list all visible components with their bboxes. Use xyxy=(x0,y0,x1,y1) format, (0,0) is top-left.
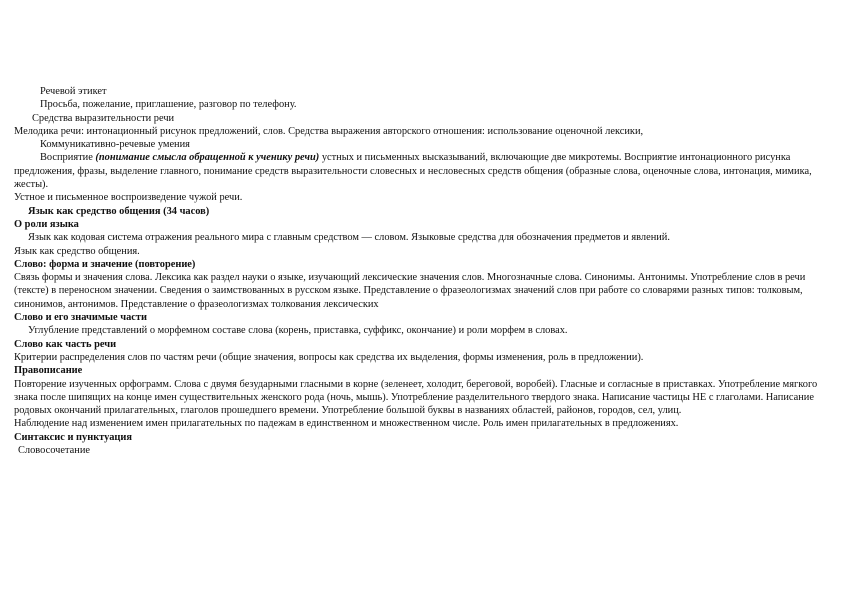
text-perception-start: Восприятие xyxy=(40,152,96,164)
text-speech-melody: Мелодика речи: интонационный рисунок предложений, слов. Средства выражения авторского отношения: использование оценочной лексики, xyxy=(14,125,644,137)
heading-word-parts: Слово и его значимые части xyxy=(14,312,147,324)
heading-spelling: Правописание xyxy=(14,365,83,377)
heading-role-of-language: О роли языка xyxy=(14,218,79,230)
heading-word-form-meaning: Слово: форма и значение (повторение) xyxy=(14,258,196,270)
text-perception-emphasis: (понимание смысла обращенной к ученику речи) xyxy=(95,152,320,164)
heading-part-of-speech: Слово как часть речи xyxy=(14,338,117,350)
paragraph-perception xyxy=(14,151,830,191)
text-adjectives: Наблюдение над изменением имен прилагательных по падежам в единственном и множественном числе. Роль имен прилагательных в предложениях. xyxy=(14,418,679,430)
heading-language-communication: Язык как средство общения (34 часов) xyxy=(28,205,210,217)
text-communication-skills: Коммуникативно-речевые умения xyxy=(40,139,190,151)
text-oral-written: Устное и письменное воспроизведение чужой речи. xyxy=(14,192,243,204)
text-criteria: Критерии распределения слов по частям речи (общие значения, вопросы как средства их выделения, формы изменения, роль в предложении). xyxy=(14,351,644,363)
text-morpheme: Углубление представлений о морфемном составе слова (корень, приставка, суффикс, окончание) и роли морфем в словах. xyxy=(28,325,568,337)
text-speech-etiquette: Речевой этикет xyxy=(40,86,107,97)
text-perception-rest: устных и письменных высказываний, включающие две микротемы. Восприятие интонационного рисунка предложения, фразы, выделение главного, понимание средств выразительности словесных и несловесных средств общения (образные слова, оценочные слова, интонация, мимика, жесты). xyxy=(14,152,812,191)
text-form-meaning: Связь формы и значения слова. Лексика как раздел науки о языке, изучающий лексические значения слов. Многозначные слова. Синонимы. Антонимы. Употребление слов в речи (тексте) в переносном значении. Сведения о заимствованных в русском языке. Представление о фразеологизмах значений слов при работе со словарями разных типов: толковым, синонимов, антонимов. Представление о фразеологизмах толкования лексических xyxy=(14,272,806,310)
heading-syntax: Синтаксис и пунктуация xyxy=(14,431,132,443)
text-word-combination: Словосочетание xyxy=(18,445,90,457)
text-spelling-rules: Повторение изученных орфограмм. Слова с двумя безударными гласными в корне (зеленеет, холодит, береговой, воробей). Гласные и согласные в приставках. Употребление мягкого знака после шипящих на конце имен существительных женского рода (ночь, мышь). Употребление разделительного твердого знака. Написание частицы НЕ с глаголами. Написание родовых окончаний прилагательных, глаголов прошедшего времени. Употребление большой буквы в названиях областей, районов, городов, сел, улиц. xyxy=(14,378,818,417)
document-body xyxy=(14,85,830,457)
text-language-means: Язык как средство общения. xyxy=(14,245,140,257)
text-means-of-expression: Средства выразительности речи xyxy=(32,112,175,124)
text-code-system: Язык как кодовая система отражения реального мира с главным средством — словом. Языковые средства для обозначения предметов и явлений. xyxy=(28,232,670,244)
text-request-wishes: Просьба, пожелание, приглашение, разговор по телефону. xyxy=(40,99,297,111)
